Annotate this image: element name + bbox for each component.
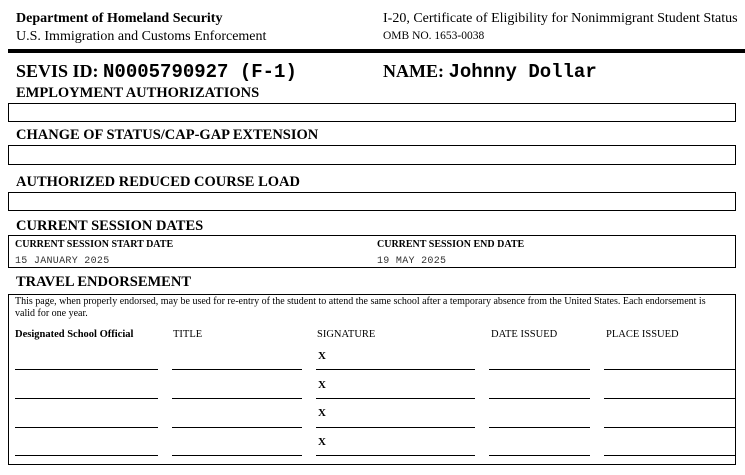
signature-x-3: X: [318, 407, 326, 419]
title-line-1[interactable]: [172, 369, 302, 370]
date-line-4[interactable]: [489, 455, 590, 456]
date-line-2[interactable]: [489, 398, 590, 399]
sevis-value: N0005790927 (F-1): [103, 61, 297, 83]
subagency-name: U.S. Immigration and Customs Enforcement: [16, 29, 267, 44]
place-line-4[interactable]: [604, 455, 736, 456]
col-place-issued: PLACE ISSUED: [606, 329, 679, 340]
name-label: NAME:: [383, 61, 444, 81]
reduced-load-title: AUTHORIZED REDUCED COURSE LOAD: [16, 174, 300, 190]
col-title: TITLE: [173, 329, 203, 340]
reduced-load-field[interactable]: [8, 192, 736, 211]
name-value: Johnny Dollar: [448, 61, 597, 83]
change-status-field[interactable]: [8, 145, 736, 165]
dso-line-3[interactable]: [15, 427, 158, 428]
student-name: [383, 61, 597, 83]
dso-line-4[interactable]: [15, 455, 158, 456]
travel-instructions: This page, when properly endorsed, may be used for re-entry of the student to attend the same school after a temporary absence from the United States. Each endorsement is valid for one year.: [15, 296, 706, 319]
session-start-label: CURRENT SESSION START DATE: [15, 239, 174, 250]
signature-line-4[interactable]: [316, 455, 475, 456]
employment-title: EMPLOYMENT AUTHORIZATIONS: [16, 85, 260, 101]
dso-line-1[interactable]: [15, 369, 158, 370]
place-line-3[interactable]: [604, 427, 736, 428]
date-line-1[interactable]: [489, 369, 590, 370]
session-start-value: 15 JANUARY 2025: [15, 256, 110, 267]
signature-line-2[interactable]: [316, 398, 475, 399]
session-dates-title: CURRENT SESSION DATES: [16, 218, 204, 234]
sevis-id: [16, 61, 297, 83]
col-dso: Designated School Official: [15, 329, 134, 340]
form-title: I-20, Certificate of Eligibility for Nonimmigrant Student Status: [383, 11, 738, 26]
travel-box: [8, 294, 736, 465]
change-status-title: CHANGE OF STATUS/CAP-GAP EXTENSION: [16, 127, 319, 143]
title-line-3[interactable]: [172, 427, 302, 428]
date-line-3[interactable]: [489, 427, 590, 428]
omb-number: OMB NO. 1653-0038: [383, 30, 485, 42]
travel-title: TRAVEL ENDORSEMENT: [16, 274, 191, 290]
signature-line-3[interactable]: [316, 427, 475, 428]
agency-name: Department of Homeland Security: [16, 11, 223, 26]
title-line-4[interactable]: [172, 455, 302, 456]
session-end-label: CURRENT SESSION END DATE: [377, 239, 525, 250]
title-line-2[interactable]: [172, 398, 302, 399]
session-end-value: 19 MAY 2025: [377, 256, 447, 267]
dso-line-2[interactable]: [15, 398, 158, 399]
col-date-issued: DATE ISSUED: [491, 329, 558, 340]
sevis-label: SEVIS ID:: [16, 61, 99, 81]
signature-x-2: X: [318, 379, 326, 391]
signature-x-4: X: [318, 436, 326, 448]
header-divider: [8, 49, 745, 53]
employment-field[interactable]: [8, 103, 736, 122]
place-line-2[interactable]: [604, 398, 736, 399]
signature-x-1: X: [318, 350, 326, 362]
signature-line-1[interactable]: [316, 369, 475, 370]
col-signature: SIGNATURE: [317, 329, 376, 340]
place-line-1[interactable]: [604, 369, 736, 370]
